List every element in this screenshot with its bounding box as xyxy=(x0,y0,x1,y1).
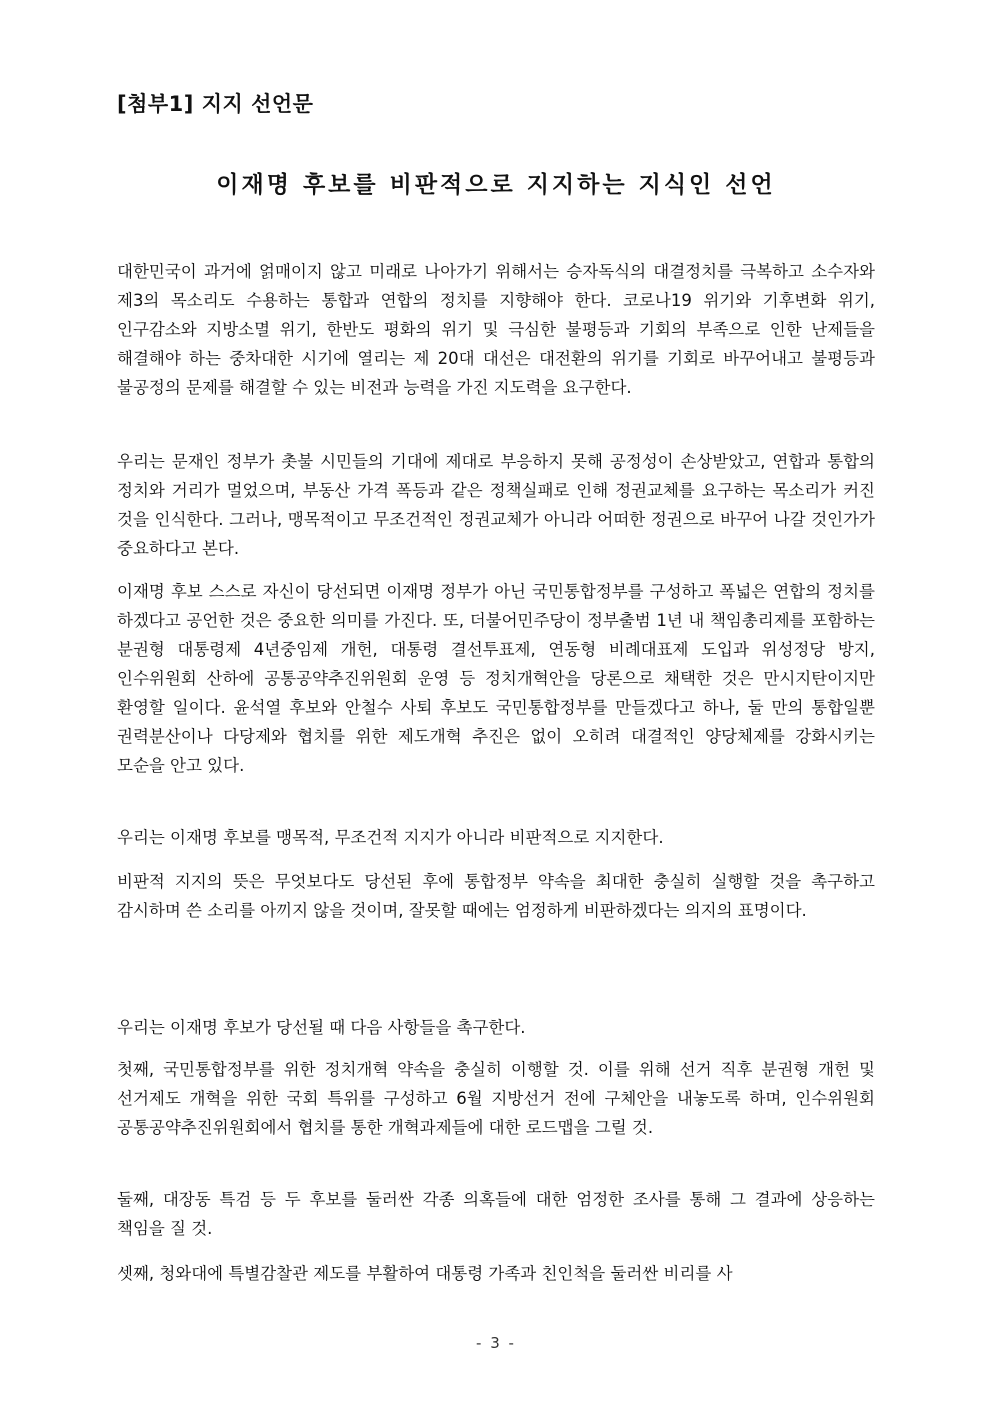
section-title: [첨부1] 지지 선언문 xyxy=(117,92,314,116)
paragraph-intro: 대한민국이 과거에 얽매이지 않고 미래로 나아가기 위해서는 승자독식의 대결정치를 극복하고 소수자와 제3의 목소리도 수용하는 통합과 연합의 정치를 지향해야 한다. 코로나19 위기와 기후변화 위기, 인구감소와 지방소멸 위기, 한반도 평화의 위기 및 극심한 불평등과 기회의 부족으로 인한 난제들을 해결해야 하는 중차대한 시기에 열리는 제 20대 대선은 대전환의 위기를 기회로 바꾸어내고 불평등과 불공정의 문제를 해결할 수 있는 비전과 능력을 가진 지도력을 요구한다. xyxy=(117,262,875,397)
paragraph-government-assessment: 우리는 문재인 정부가 촛불 시민들의 기대에 제대로 부응하지 못해 공정성이 손상받았고, 연합과 통합의 정치와 거리가 멀었으며, 부동산 가격 폭등과 같은 정책실패로 인해 정권교체를 요구하는 목소리가 커진 것을 인식한다. 그러나, 맹목적이고 무조건적인 정권교체가 아니라 어떠한 정권으로 바꾸어 나갈 것인가가 중요하다고 본다. xyxy=(117,452,875,558)
paragraph-unity-government: 이재명 후보 스스로 자신이 당선되면 이재명 정부가 아닌 국민통합정부를 구성하고 폭넓은 연합의 정치를 하겠다고 공언한 것은 중요한 의미를 가진다. 또, 더불어민주당이 정부출범 1년 내 책임총리제를 포함하는 분권형 대통령제 4년중임제 개헌, 대통령 결선투표제, 연동형 비례대표제 도입과 위성정당 방지, 인수위원회 산하에 공통공약추진위원회 운영 등 정치개혁안을 당론으로 채택한 것은 만시지탄이지만 환영할 일이다. 윤석열 후보와 안철수 사퇴 후보도 국민통합정부를 만들겠다고 하나, 둘 만의 통합일뿐 권력분산이나 다당제와 협치를 위한 제도개혁 추진은 없이 오히려 대결적인 양당체제를 강화시키는 모순을 안고 있다. xyxy=(117,582,875,775)
paragraph-demand-second: 둘째, 대장동 특검 등 두 후보를 둘러싼 각종 의혹들에 대한 엄정한 조사를 통해 그 결과에 상응하는 책임을 질 것. xyxy=(117,1190,875,1238)
paragraph-demands-intro: 우리는 이재명 후보가 당선될 때 다음 사항들을 촉구한다. xyxy=(117,1018,526,1037)
document-title: 이재명 후보를 비판적으로 지지하는 지식인 선언 xyxy=(216,171,776,198)
paragraph-demand-third: 셋째, 청와대에 특별감찰관 제도를 부활하여 대통령 가족과 친인척을 둘러싼 비리를 사 xyxy=(117,1264,733,1283)
paragraph-critical-support: 우리는 이재명 후보를 맹목적, 무조건적 지지가 아니라 비판적으로 지지한다. xyxy=(117,828,664,847)
paragraph-demand-first: 첫째, 국민통합정부를 위한 정치개혁 약속을 충실히 이행할 것. 이를 위해 선거 직후 분권형 개헌 및 선거제도 개혁을 위한 국회 특위를 구성하고 6월 지방선거 전에 구체안을 내놓도록 하며, 인수위원회 공통공약추진위원회에서 협치를 통한 개혁과제들에 대한 로드맵을 그릴 것. xyxy=(117,1060,875,1137)
paragraph-meaning-of-support: 비판적 지지의 뜻은 무엇보다도 당선된 후에 통합정부 약속을 최대한 충실히 실행할 것을 촉구하고 감시하며 쓴 소리를 아끼지 않을 것이며, 잘못할 때에는 엄정하게 비판하겠다는 의지의 표명이다. xyxy=(117,872,875,920)
page-number: - 3 - xyxy=(476,1334,516,1352)
